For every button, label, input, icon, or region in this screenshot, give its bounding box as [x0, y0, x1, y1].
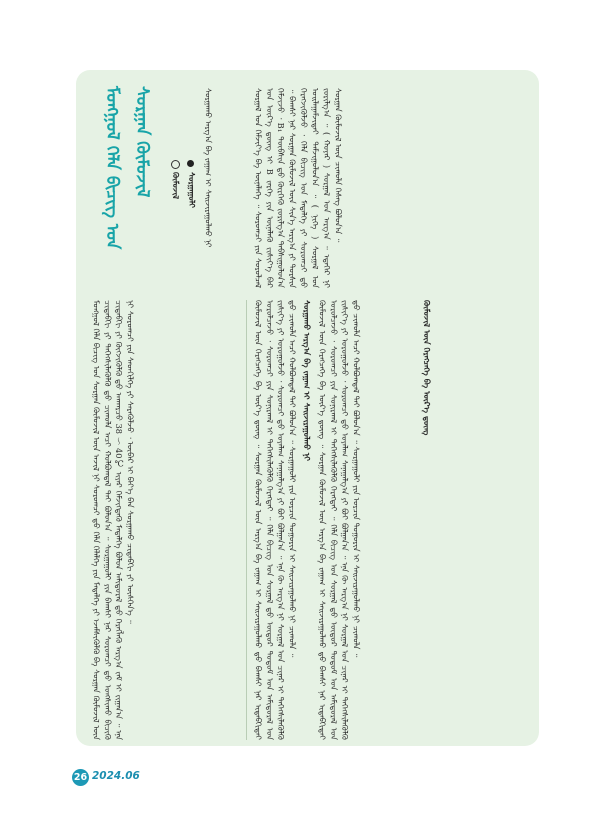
- text-column-3: ᠰᠤᠷᠭᠠᠯ ᠤᠨ ᠬᠡᠮᠵᠢᠶ᠎ᠡ ᠪᠠ ᠦᠨᠡᠯᠡᠭᠡ ᠃ ᠰᠤᠷᠤᠭᠴᠢ ᠶᠢᠨ ᠰᠤᠷᠤᠯᠴᠠᠯ ᠤᠨ ᠦᠷ᠎ᠡ ᠳ᠋ᠦᠩ ᠢ B ᠵᠡᠷᠭᠡ ᠶᠢᠨ ᠦᠨᠡᠯᠡᠬᠦ ᠵᠢᠱᠢᠶ᠎ᠡ ᠪᠡᠷ ᠬᠡᠮᠵᠢᠵᠦ ᠂ B₁ ᠲᠦᠪᠰᠢᠨ ᠳ᠋ᠦ ᠬᠦᠷᠭᠡᠬᠦ ᠵᠣᠷᠢᠯᠭ᠎ᠠ ᠳᠠᠪᠰᠢᠭᠤᠯᠤᠨ᠎ᠠ ᠃ ᠪᠠᠭᠰᠢ ᠨᠠᠷ ᠰᠤᠷᠭᠠᠨ ᠬᠦᠮᠦᠵᠢᠯ ᠦᠨ ᠰᠢᠨ᠎ᠡ ᠠᠷᠭ᠎ᠠ ᠶᠢ ᠲᠤᠷᠰᠢᠨ ᠬᠡᠷᠡᠭᠵᠢᠭᠦᠯᠵᠦ ᠂ ᠬᠡᠯᠡ ᠪᠢᠴᠢᠭ ᠤᠨ ᠮᠡᠳᠡᠯᠭᠡ ᠶᠢ ᠰᠤᠷᠤᠭᠴᠢ ᠳ᠋ᠤ ᠣᠢᠯᠠᠭᠠᠮᠵᠢᠲᠠᠢ ᠳᠠᠮᠵᠢᠭᠤᠯᠤᠨ᠎ᠠ ᠃ ( ᠨᠢᠭᠡ ) ᠰᠤᠷᠭᠠᠯ ᠤᠨ ᠵᠣᠷᠢᠯᠭ᠎ᠠ ᠃ ( ᠬᠣᠶᠠᠷ ) ᠰᠤᠷᠭᠠᠯ ᠤᠨ ᠠᠷᠭ᠎ᠠ ᠃ ᠡᠳᠡᠭᠡᠷ ᠨᠢ ᠰᠤᠷᠭᠠᠨ ᠬᠦᠮᠦᠵᠢᠯ ᠦᠨ ᠴᠢᠬᠤᠯᠠ ᠬᠡᠰᠡᠭ ᠪᠣᠯᠤᠨ᠎ᠠ ᠃: [253, 88, 344, 288]
- bullet-label-2: ᠰᠤᠷᠭᠠᠭᠤᠯᠢ: [187, 172, 197, 208]
- section-heading-2: ᠬᠦᠮᠦᠵᠢᠯ ᠦᠨ ᠬᠡᠷᠡᠭᠴᠡᠭᠡ ᠪᠠ ᠦᠷ᠎ᠡ ᠳ᠋ᠦᠩ: [422, 300, 432, 436]
- column-divider: [246, 300, 247, 740]
- circle-bullet-icon: [171, 160, 180, 169]
- page-number-badge: 26: [72, 769, 89, 786]
- section-heading-1: ᠰᠤᠷᠭᠠᠬᠤ ᠠᠷᠭ᠎ᠠ ᠪᠠ ᠵᠠᠭᠠᠭ ᠢ ᠰᠠᠢᠵᠢᠷᠠᠭᠤᠯᠬᠤ ᠨᠢ: [302, 300, 312, 461]
- issue-label: 2024.06: [92, 770, 140, 782]
- text-column-1: ᠮᠣᠩᠭᠣᠯ ᠬᠡᠯᠡ ᠪᠢᠴᠢᠭ ᠤᠨ ᠰᠤᠷᠭᠠᠨ ᠬᠦᠮᠦᠵᠢᠯ ᠦᠨ ᠠᠵᠢᠯ ᠨᠢ ᠰᠤᠷᠤᠭᠴᠢ ᠳ᠋ᠤ ᠬᠡᠯᠡ ᠬᠡᠯᠡᠯᠭᠡ ᠶᠢᠨ ᠮᠡᠳᠡᠯᠭᠡ ᠶᠢ ᠡᠵᠡᠮᠰᠢᠭᠦᠯᠬᠦ ᠪᠠ ᠰᠤᠷᠭᠠᠨ ᠬᠦᠮᠦᠵᠢᠯ ᠦᠨ ᠴᠢᠳᠠᠪᠬᠢ ᠶᠢ ᠳᠡᠭᠡᠭᠰᠢᠯᠡᠭᠦᠯᠬᠦ ᠳ᠋ᠦ ᠴᠢᠬᠤᠯᠠ ᠠᠴᠢ ᠬᠣᠯᠪᠤᠭᠳᠠᠯ ᠲᠠᠢ ᠪᠣᠯᠤᠨ᠎ᠠ ᠃ ᠰᠤᠷᠭᠠᠭᠤᠯᠢ ᠶᠢᠨ ᠪᠠᠭᠰᠢ ᠨᠠᠷ ᠰᠤᠷᠤᠭᠴᠢ ᠳ᠋ᠤ ᠣᠩᠰᠢᠬᠤ ᠪᠢᠴᠢᠬᠦ ᠴᠢᠳᠠᠪᠬᠢ ᠶᠢ ᠬᠥᠭᠵᠢᠭᠦᠯᠬᠦ ᠳ᠋ᠦ ᠠᠨᠬᠠᠷᠴᠤ 38 ～ 40℃ ᠢᠶᠠᠷ ᠬᠡᠮᠵᠢᠭᠳᠡᠬᠦ ᠮᠡᠳᠡᠯᠭᠡ ᠪᠣᠯᠤᠨ ᠠᠮᠢᠳᠤᠷᠠᠯ ᠳ᠋ᠤ ᠬᠡᠷᠡᠭᠯᠡᠬᠦ ᠠᠷᠭ᠎ᠠ ᠵᠠᠮ ᠢ ᠵᠢᠭᠠᠨ᠎ᠠ ᠃ ᠡᠨᠡ ᠨᠢ ᠰᠤᠷᠤᠭᠴᠢ ᠶᠢᠨ ᠰᠡᠳᠬᠢᠯᠭᠡ ᠶᠢ ᠰᠡᠷᠡᠭᠦᠯᠵᠦ ᠂ ᠥᠪᠡᠷ ᠢ ᠪᠡᠶ᠎ᠡ ᠪᠡᠨ ᠰᠤᠷᠭᠠᠬᠤ ᠴᠢᠳᠠᠪᠬᠢ ᠶᠢ ᠥᠰᠬᠡᠨ᠎ᠡ ᠃: [91, 300, 136, 740]
- text-column-2a: ᠬᠦᠮᠦᠵᠢᠯ ᠦᠨ ᠬᠡᠷᠡᠭᠴᠡᠭᠡ ᠪᠠ ᠦᠷ᠎ᠡ ᠳ᠋ᠦᠩ ᠃ ᠰᠤᠷᠭᠠᠨ ᠬᠦᠮᠦᠵᠢᠯ ᠦᠨ ᠠᠷᠭ᠎ᠠ ᠪᠠ ᠵᠠᠭᠠᠭ ᠢ ᠰᠠᠢᠵᠢᠷᠠᠭᠤᠯᠬᠤ ᠳ᠋ᠤ ᠪᠠᠭᠰᠢ ᠨᠠᠷ ᠢᠳᠡᠪᠬᠢᠲᠡᠢ ᠣᠷᠣᠯᠴᠠᠵᠤ ᠂ ᠰᠤᠷᠤᠭᠴᠢ ᠶᠢᠨ ᠰᠣᠨᠢᠷᠬᠠᠯ ᠢ ᠳᠡᠭᠡᠭᠰᠢᠯᠡᠭᠦᠯᠬᠦ ᠬᠡᠷᠡᠭᠲᠡᠢ ᠃ ᠬᠡᠯᠡ ᠪᠢᠴᠢᠭ ᠤᠨ ᠰᠤᠷᠭᠠᠯ ᠳ᠋ᠤ ᠥᠳᠥᠷ ᠲᠤᠲᠤᠮ ᠤᠨ ᠠᠮᠢᠳᠤᠷᠠᠯ ᠤᠨ ᠵᠢᠱᠢᠶ᠎ᠡ ᠶᠢ ᠣᠷᠣᠭᠤᠯᠵᠤ ᠂ ᠰᠤᠷᠤᠭᠴᠢ ᠳ᠋ᠤ ᠤᠶᠠᠯᠠᠭ ᠰᠠᠨᠠᠭᠠᠯᠭ᠎ᠠ ᠶᠢ ᠪᠣᠢ ᠪᠣᠯᠭᠠᠨ᠎ᠠ ᠃ ᠡᠨᠡ ᠬᠦ ᠠᠷᠭ᠎ᠠ ᠨᠢ ᠰᠤᠷᠭᠠᠯ ᠤᠨ ᠴᠢᠨᠠᠷ ᠢ ᠳᠡᠭᠡᠭᠰᠢᠯᠡᠭᠦᠯᠬᠦ ᠳ᠋ᠦ ᠴᠢᠬᠤᠯᠠ ᠠᠴᠢ ᠬᠣᠯᠪᠤᠭᠳᠠᠯ ᠲᠠᠢ ᠪᠣᠯᠤᠨ᠎ᠠ ᠃ ᠰᠤᠷᠭᠠᠭᠤᠯᠢ ᠶᠢᠨ ᠣᠷᠴᠢᠨ ᠲᠣᠭᠣᠷᠢᠨ ᠢ ᠰᠠᠢᠵᠢᠷᠠᠭᠤᠯᠬᠤ ᠨᠢ ᠴᠢᠬᠤᠯᠠ ᠃: [253, 300, 298, 740]
- bullet-label-1: ᠬᠦᠮᠦᠵᠢᠯ: [171, 172, 181, 200]
- text-column-2b: ᠬᠦᠮᠦᠵᠢᠯ ᠦᠨ ᠬᠡᠷᠡᠭᠴᠡᠭᠡ ᠪᠠ ᠦᠷ᠎ᠡ ᠳ᠋ᠦᠩ ᠃ ᠰᠤᠷᠭᠠᠨ ᠬᠦᠮᠦᠵᠢᠯ ᠦᠨ ᠠᠷᠭ᠎ᠠ ᠪᠠ ᠵᠠᠭᠠᠭ ᠢ ᠰᠠᠢᠵᠢᠷᠠᠭᠤᠯᠬᠤ ᠳ᠋ᠤ ᠪᠠᠭᠰᠢ ᠨᠠᠷ ᠢᠳᠡᠪᠬᠢᠲᠡᠢ ᠣᠷᠣᠯᠴᠠᠵᠤ ᠂ ᠰᠤᠷᠤᠭᠴᠢ ᠶᠢᠨ ᠰᠣᠨᠢᠷᠬᠠᠯ ᠢ ᠳᠡᠭᠡᠭᠰᠢᠯᠡᠭᠦᠯᠬᠦ ᠬᠡᠷᠡᠭᠲᠡᠢ ᠃ ᠬᠡᠯᠡ ᠪᠢᠴᠢᠭ ᠤᠨ ᠰᠤᠷᠭᠠᠯ ᠳ᠋ᠤ ᠥᠳᠥᠷ ᠲᠤᠲᠤᠮ ᠤᠨ ᠠᠮᠢᠳᠤᠷᠠᠯ ᠤᠨ ᠵᠢᠱᠢᠶ᠎ᠡ ᠶᠢ ᠣᠷᠣᠭᠤᠯᠵᠤ ᠂ ᠰᠤᠷᠤᠭᠴᠢ ᠳ᠋ᠤ ᠤᠶᠠᠯᠠᠭ ᠰᠠᠨᠠᠭᠠᠯᠭ᠎ᠠ ᠶᠢ ᠪᠣᠢ ᠪᠣᠯᠭᠠᠨ᠎ᠠ ᠃ ᠡᠨᠡ ᠬᠦ ᠠᠷᠭ᠎ᠠ ᠨᠢ ᠰᠤᠷᠭᠠᠯ ᠤᠨ ᠴᠢᠨᠠᠷ ᠢ ᠳᠡᠭᠡᠭᠰᠢᠯᠡᠭᠦᠯᠬᠦ ᠳ᠋ᠦ ᠴᠢᠬᠤᠯᠠ ᠠᠴᠢ ᠬᠣᠯᠪᠤᠭᠳᠠᠯ ᠲᠠᠢ ᠪᠣᠯᠤᠨ᠎ᠠ ᠃ ᠰᠤᠷᠭᠠᠭᠤᠯᠢ ᠶᠢᠨ ᠣᠷᠴᠢᠨ ᠲᠣᠭᠣᠷᠢᠨ ᠢ ᠰᠠᠢᠵᠢᠷᠠᠭᠤᠯᠬᠤ ᠨᠢ ᠴᠢᠬᠤᠯᠠ ᠃: [317, 300, 362, 740]
- dot-bullet-icon: [187, 160, 194, 167]
- bullet-body-text: ᠰᠤᠷᠭᠠᠬᠤ ᠠᠷᠭ᠎ᠠ ᠪᠠ ᠵᠠᠭᠠᠭ ᠢ ᠰᠠᠢᠵᠢᠷᠠᠭᠤᠯᠬᠤ ᠨᠢ: [203, 88, 214, 248]
- article-title: ᠮᠣᠩᠭᠣᠯ ᠬᠡᠯᠡ ᠪᠢᠴᠢᠭ ᠤᠨ ᠰᠤᠷᠭᠠᠨ ᠬᠦᠮᠦᠵᠢᠯ: [102, 86, 152, 250]
